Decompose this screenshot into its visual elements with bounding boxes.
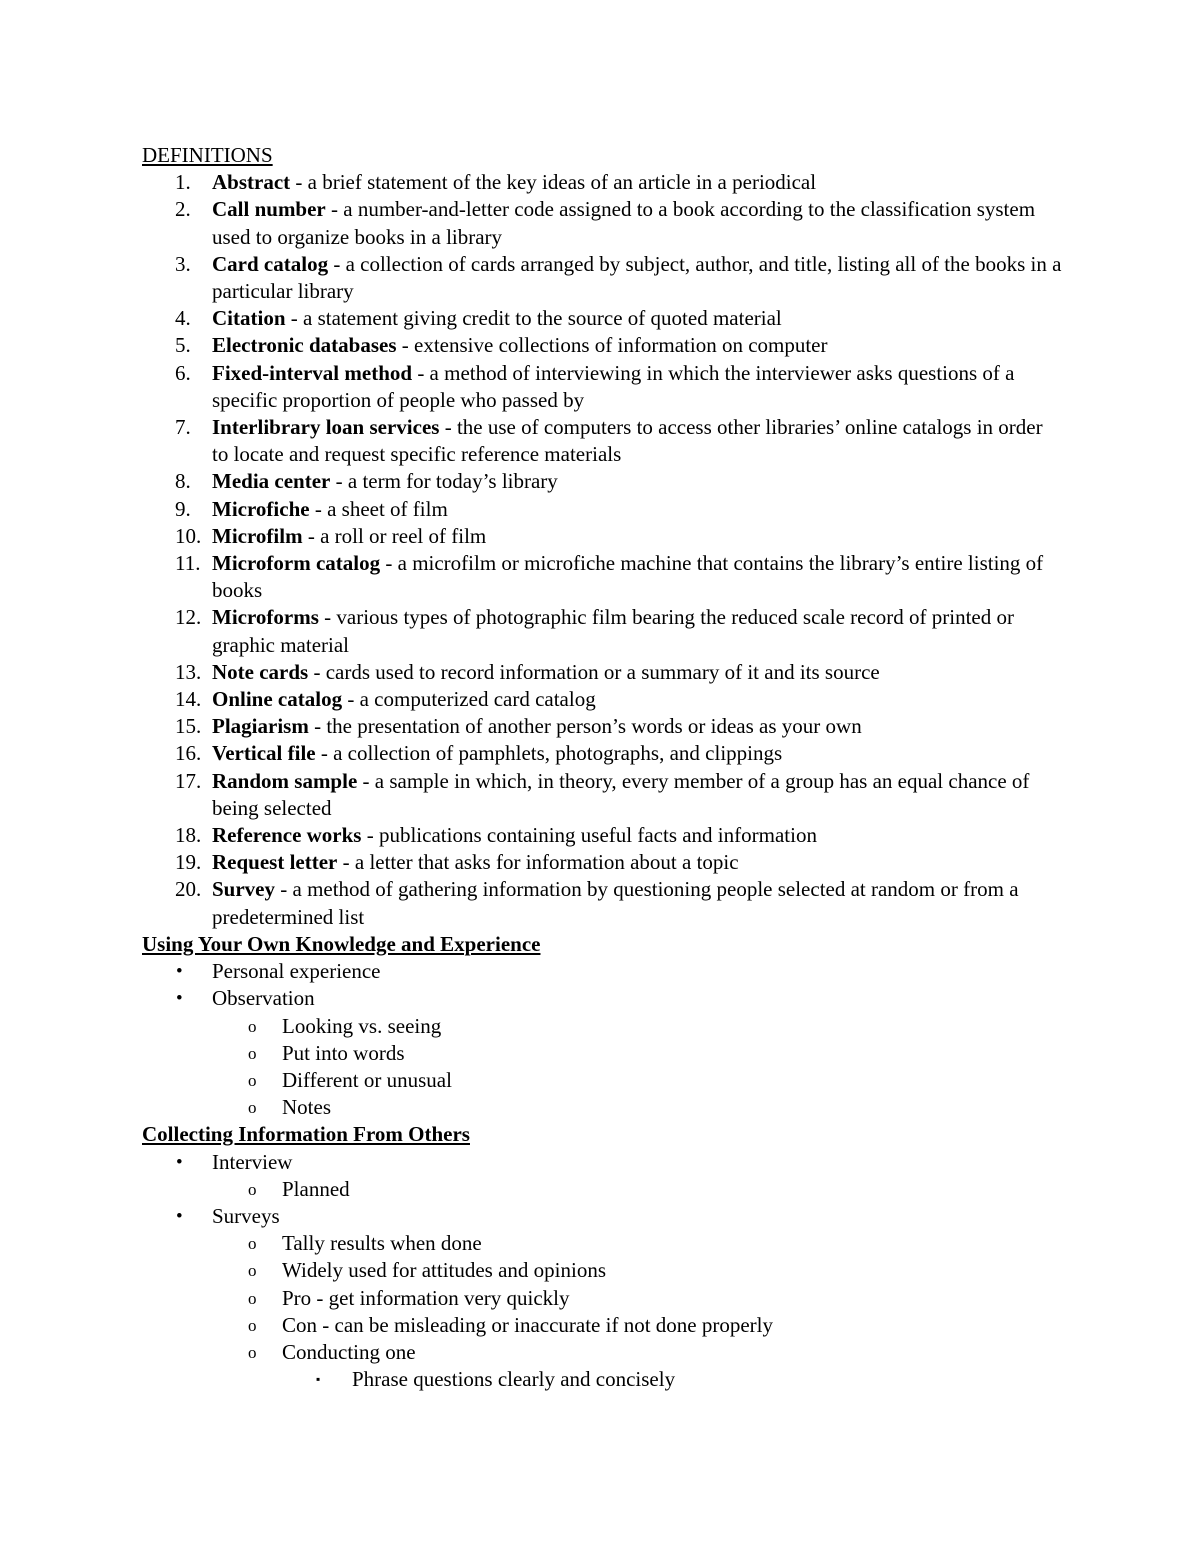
definition-number: 16. — [175, 741, 202, 766]
definition-term: Survey — [212, 877, 275, 902]
sub-bullet-item — [142, 1013, 1062, 1040]
definition-text: - various types of photographic film bearing the reduced scale record of printed or graphic material — [212, 605, 1014, 657]
definition-text: - a brief statement of the key ideas of an article in a periodical — [290, 170, 817, 195]
definition-item — [142, 496, 1062, 523]
definition-number: 10. — [175, 523, 202, 548]
definition-number: 7. — [175, 415, 191, 440]
bullet-item — [142, 1203, 1062, 1230]
definition-item — [142, 550, 1062, 604]
bullet-label: Interview — [212, 1149, 293, 1174]
definition-item — [142, 849, 1062, 876]
sub-bullet-marker: o — [248, 1261, 257, 1281]
definition-term: Plagiarism — [212, 714, 309, 739]
definition-number: 13. — [175, 659, 202, 684]
sub-bullet-label: Pro - get information very quickly — [282, 1285, 570, 1310]
definition-term: Fixed-interval method — [212, 360, 413, 385]
definition-text: - a sheet of film — [309, 496, 448, 521]
sub-bullet-item — [142, 1339, 1062, 1366]
sub-bullet-item — [142, 1312, 1062, 1339]
definition-text: - a collection of cards arranged by subject, author, and title, listing all of the books in a particular library — [212, 251, 1062, 304]
definition-number: 4. — [175, 306, 191, 331]
knowledge-list — [142, 958, 1062, 1121]
definition-text: - a collection of pamphlets, photographs, and clippings — [315, 741, 783, 766]
definition-text: - a microfilm or microfiche machine that contains the library’s entire listing of books — [212, 551, 1044, 603]
sub-bullet-marker: o — [248, 1016, 257, 1036]
definition-number: 15. — [175, 714, 202, 739]
definition-term: Citation — [212, 306, 286, 331]
definition-text: - extensive collections of information on computer — [396, 333, 828, 358]
bullet-item — [142, 985, 1062, 1012]
sub-bullet-item — [142, 1040, 1062, 1067]
subsub-bullet-label: Phrase questions clearly and concisely — [352, 1367, 676, 1392]
definition-text: - a statement giving credit to the source of quoted material — [285, 306, 782, 331]
definition-term: Interlibrary loan services — [212, 415, 440, 440]
definition-number: 17. — [175, 768, 202, 793]
definition-item — [142, 768, 1062, 822]
definition-text: - a method of interviewing in which the interviewer asks questions of a specific proportion of people who passed by — [212, 360, 1015, 412]
definition-item — [142, 196, 1062, 250]
sub-bullet-marker: o — [248, 1234, 257, 1254]
definition-number: 1. — [175, 170, 191, 195]
sub-bullet-label: Different or unusual — [282, 1067, 452, 1092]
sub-bullet-marker: o — [248, 1288, 257, 1308]
definition-number: 5. — [175, 333, 191, 358]
sub-bullet-label: Tally results when done — [282, 1231, 482, 1256]
definition-text: - a sample in which, in theory, every member of a group has an equal chance of being selected — [212, 768, 1030, 820]
definition-term: Call number — [212, 197, 326, 222]
definition-item — [142, 876, 1062, 930]
definition-text: - a roll or reel of film — [302, 523, 487, 548]
definition-term: Request letter — [212, 850, 338, 875]
definition-term: Random sample — [212, 768, 358, 793]
sub-bullet-marker: o — [248, 1043, 257, 1063]
bullet-marker: • — [176, 1205, 183, 1227]
definition-text: - a term for today’s library — [330, 469, 558, 494]
sub-bullet-label: Looking vs. seeing — [282, 1013, 442, 1038]
subsub-bullet-item — [142, 1366, 1062, 1393]
sub-bullet-item — [142, 1285, 1062, 1312]
definition-term: Media center — [212, 469, 331, 494]
definition-item — [142, 740, 1062, 767]
definition-term: Vertical file — [212, 741, 316, 766]
definition-term: Note cards — [212, 659, 309, 684]
definition-item — [142, 523, 1062, 550]
definition-number: 11. — [175, 551, 201, 576]
definition-term: Electronic databases — [212, 333, 397, 358]
bullet-label: Surveys — [212, 1203, 280, 1228]
definition-number: 12. — [175, 605, 202, 630]
definition-item — [142, 414, 1062, 468]
definition-text: - a number-and-letter code assigned to a book according to the classification system used to organize books in a library — [212, 197, 1036, 249]
sub-bullet-label: Con - can be misleading or inaccurate if not done properly — [282, 1312, 773, 1337]
definition-text: - cards used to record information or a summary of it and its source — [308, 659, 880, 684]
sub-bullet-item — [142, 1257, 1062, 1284]
definition-term: Microfilm — [212, 523, 303, 548]
sub-bullet-label: Put into words — [282, 1040, 405, 1065]
definition-term: Online catalog — [212, 687, 343, 712]
bullet-marker: • — [176, 1151, 183, 1173]
definition-text: - the presentation of another person’s words or ideas as your own — [308, 714, 862, 739]
definition-item — [142, 822, 1062, 849]
sub-bullet-marker: o — [248, 1070, 257, 1090]
definition-item — [142, 604, 1062, 658]
definition-term: Card catalog — [212, 251, 329, 276]
bullet-label: Personal experience — [212, 959, 381, 984]
definition-term: Abstract — [212, 170, 291, 195]
definition-number: 2. — [175, 197, 191, 222]
document-body — [142, 142, 1062, 1393]
sub-bullet-marker: o — [248, 1179, 257, 1199]
sub-bullet-marker: o — [248, 1342, 257, 1362]
subsub-bullet-marker: ▪ — [316, 1372, 321, 1387]
definition-term: Microform catalog — [212, 551, 381, 576]
definition-number: 19. — [175, 850, 202, 875]
definition-number: 18. — [175, 823, 202, 848]
definition-term: Microforms — [212, 605, 319, 630]
definition-term: Reference works — [212, 823, 362, 848]
definition-item — [142, 468, 1062, 495]
sub-bullet-label: Planned — [282, 1176, 350, 1201]
definition-number: 3. — [175, 251, 191, 276]
others-heading: Collecting Information From Others — [142, 1122, 470, 1147]
bullet-item — [142, 958, 1062, 985]
definition-term: Microfiche — [212, 496, 310, 521]
bullet-label: Observation — [212, 986, 315, 1011]
bullet-marker: • — [176, 961, 183, 983]
definition-item — [142, 251, 1062, 305]
definition-item — [142, 686, 1062, 713]
definition-number: 9. — [175, 496, 191, 521]
definition-number: 6. — [175, 360, 191, 385]
sub-bullet-item — [142, 1067, 1062, 1094]
definition-item — [142, 360, 1062, 414]
definition-text: - publications containing useful facts and information — [361, 823, 817, 848]
definitions-heading: DEFINITIONS — [142, 143, 273, 167]
definition-text: - a computerized card catalog — [342, 687, 596, 712]
definition-item — [142, 713, 1062, 740]
sub-bullet-label: Notes — [282, 1095, 331, 1120]
definition-text: - a letter that asks for information about a topic — [337, 850, 739, 875]
definition-number: 20. — [175, 877, 202, 902]
definition-item — [142, 169, 1062, 196]
bullet-item — [142, 1149, 1062, 1176]
definition-item — [142, 332, 1062, 359]
bullet-marker: • — [176, 988, 183, 1010]
definition-item — [142, 305, 1062, 332]
definitions-list — [142, 169, 1062, 931]
sub-bullet-item — [142, 1176, 1062, 1203]
sub-bullet-item — [142, 1094, 1062, 1121]
sub-bullet-marker: o — [248, 1315, 257, 1335]
sub-bullet-label: Conducting one — [282, 1339, 416, 1364]
definition-text: - a method of gathering information by questioning people selected at random or from a predetermined list — [212, 877, 1019, 929]
sub-bullet-label: Widely used for attitudes and opinions — [282, 1258, 607, 1283]
sub-bullet-marker: o — [248, 1098, 257, 1118]
definition-number: 8. — [175, 469, 191, 494]
knowledge-heading: Using Your Own Knowledge and Experience — [142, 931, 541, 956]
definition-item — [142, 659, 1062, 686]
others-list — [142, 1149, 1062, 1394]
sub-bullet-item — [142, 1230, 1062, 1257]
definition-text: - the use of computers to access other libraries’ online catalogs in order to locate and request specific reference materials — [212, 415, 1043, 467]
definition-number: 14. — [175, 687, 202, 712]
